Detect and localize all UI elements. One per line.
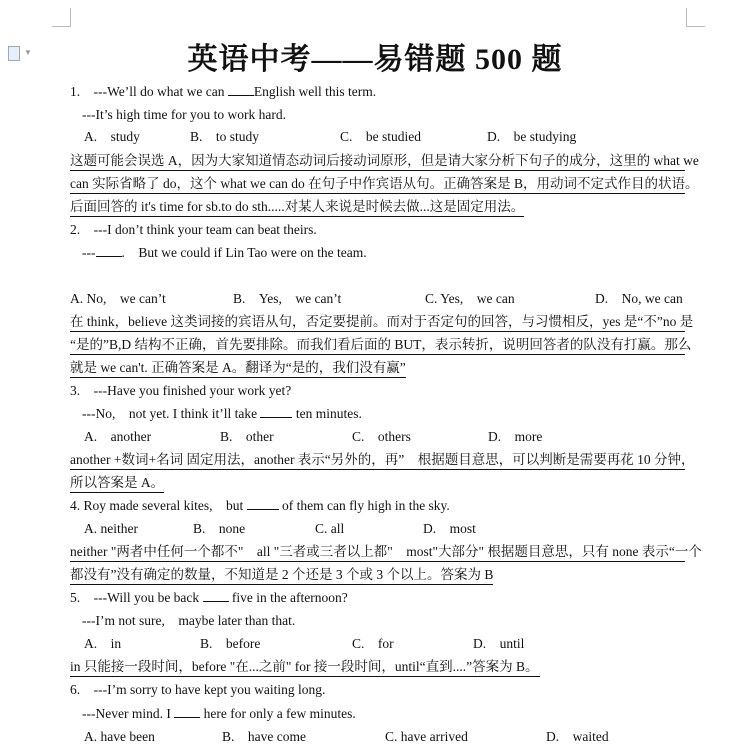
option-b: B. before	[200, 636, 261, 651]
option-a: A. in	[84, 636, 122, 651]
question-6-line-2	[82, 705, 356, 723]
option-a: A. have been	[84, 729, 155, 744]
option-b: B. none	[193, 521, 246, 536]
text: English well this term.	[253, 84, 377, 99]
option-c: C. be studied	[340, 129, 421, 144]
page-corner-mark-left	[52, 8, 71, 27]
option-c: C. all	[315, 521, 345, 536]
text: five in the afternoon?	[231, 590, 348, 605]
option-b: B. to study	[190, 129, 260, 144]
text: 4. Roy made several kites, but	[70, 498, 244, 513]
blank	[247, 497, 279, 510]
text: 1. ---We’ll do what we can	[70, 84, 225, 99]
option-a: A. neither	[84, 521, 138, 536]
blank	[228, 83, 254, 96]
option-d: D. more	[488, 429, 543, 444]
chevron-down-icon[interactable]: ▼	[24, 48, 32, 57]
explanation-line: neither "两者中任何一个都不" all "三者或三者以上都" most"大部分" 根据题目意思，只有 none 表示“一个	[70, 543, 685, 562]
text: ---Never mind. I	[82, 706, 171, 721]
option-a: A. study	[84, 129, 140, 144]
text: ten minutes.	[295, 406, 362, 421]
question-3-line-1: 3. ---Have you finished your work yet?	[70, 383, 292, 398]
option-c: C. have arrived	[385, 729, 468, 744]
option-b: B. have come	[222, 729, 306, 744]
option-d: D. be studying	[487, 129, 577, 144]
explanation-line: 就是 we can't. 正确答案是 A。翻译为“是的，我们没有赢”	[70, 359, 406, 378]
option-b: B. other	[220, 429, 274, 444]
blank	[96, 244, 122, 257]
text: ---	[82, 245, 96, 260]
option-d: D. No, we can	[595, 291, 683, 306]
question-1-line-1	[70, 83, 376, 101]
option-c: C. for	[352, 636, 394, 651]
option-d: D. until	[473, 636, 525, 651]
option-c: C. others	[352, 429, 411, 444]
option-a: A. another	[84, 429, 152, 444]
blank	[174, 705, 200, 718]
option-c: C. Yes, we can	[425, 291, 515, 306]
explanation-line: in 只能接一段时间，before "在...之前" for 接一段时间，until“直到....”答案为 B。	[70, 658, 540, 677]
text: of them can fly high in the sky.	[281, 498, 450, 513]
text: 5. ---Will you be back	[70, 590, 200, 605]
explanation-line: 在 think，believe 这类词接的宾语从句，否定要提前。而对于否定句的回答，与习惯相反，yes 是“不”no 是	[70, 313, 685, 332]
blank	[260, 405, 292, 418]
explanation-line: 都没有”没有确定的数量，不知道是 2 个还是 3 个或 3 个以上。答案为 B	[70, 566, 493, 585]
blank	[203, 589, 229, 602]
question-2-line-1: 2. ---I don’t think your team can beat theirs.	[70, 222, 317, 237]
question-2-line-2	[82, 244, 367, 262]
text: . But we could if Lin Tao were on the team.	[121, 245, 367, 260]
question-6-line-1: 6. ---I’m sorry to have kept you waiting long.	[70, 682, 326, 697]
question-1-line-2: ---It’s high time for you to work hard.	[82, 107, 286, 122]
option-b: B. Yes, we can’t	[233, 291, 342, 306]
text: ---No, not yet. I think it’ll take	[82, 406, 258, 421]
option-a: A. No, we can’t	[70, 291, 166, 306]
text: here for only a few minutes.	[203, 706, 356, 721]
explanation-line: 所以答案是 A。	[70, 474, 164, 493]
explanation-line: can 实际省略了 do，这个 what we can do 在句子中作宾语从句。正确答案是 B，用动词不定式作目的状语。	[70, 175, 685, 194]
option-d: D. most	[423, 521, 476, 536]
question-4-line-1	[70, 497, 450, 515]
explanation-line: 这题可能会误选 A，因为大家知道情态动词后接动词原形，但是请大家分析下句子的成分，这里的 what we	[70, 152, 685, 171]
page-title: 英语中考——易错题 500 题	[187, 43, 563, 76]
explanation-line: another +数词+名词 固定用法，another 表示“另外的，再” 根据题目意思，可以判断是需要再花 10 分钟，	[70, 451, 685, 470]
explanation-line: 后面回答的 it's time for sb.to do sth.....对某人来说是时候去做...这是固定用法。	[70, 198, 524, 217]
page-corner-mark-right	[686, 8, 705, 27]
explanation-line: “是的”B,D 结构不正确，首先要排除。而我们看后面的 BUT，表示转折，说明回答者的队没有打赢。那么	[70, 336, 685, 355]
question-3-line-2	[82, 405, 362, 423]
option-d: D. waited	[546, 729, 609, 744]
question-5-line-1	[70, 589, 348, 607]
question-5-line-2: ---I’m not sure, maybe later than that.	[82, 613, 296, 628]
